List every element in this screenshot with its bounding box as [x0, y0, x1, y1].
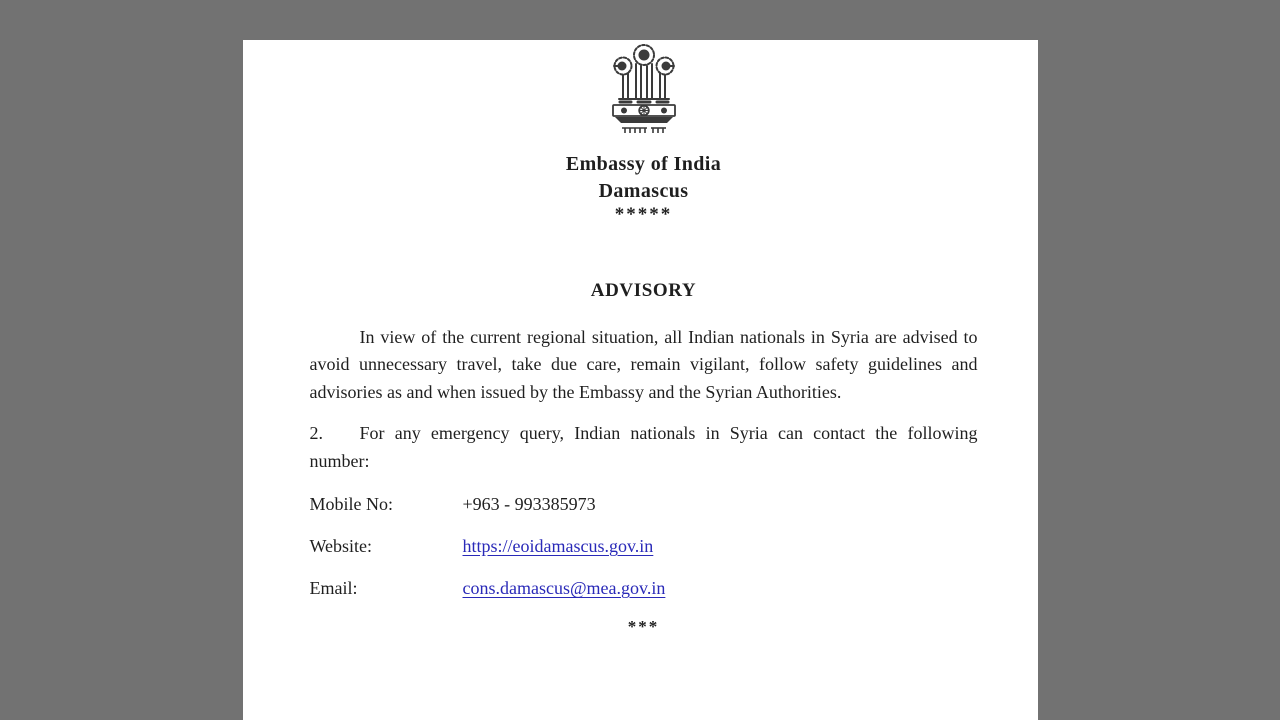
- mobile-number: +963 - 993385973: [462, 494, 596, 515]
- mobile-label: Mobile No:: [309, 494, 393, 515]
- advisory-title: ADVISORY: [590, 280, 697, 301]
- advisory-paragraph-1: In view of the current regional situation, all Indian nationals in Syria are advised to avoid unnecessary travel, take due care, remain vigilant, follow safety guidelines and advisories as and when issued by the Embassy and the Syrian Authorities.: [309, 327, 978, 402]
- end-marker: ***: [627, 617, 660, 637]
- org-city: Damascus: [598, 180, 689, 202]
- paragraph-number: 2.: [309, 423, 323, 444]
- header-separator: *****: [614, 204, 673, 225]
- paragraph-2-text: For any emergency query, Indian nationals in Syria can contact the following number:: [309, 423, 978, 471]
- org-name: Embassy of India: [565, 153, 722, 175]
- emblem-of-india-icon: [603, 40, 685, 136]
- advisory-paragraph-2: [310, 420, 978, 475]
- contact-row-email: [310, 575, 978, 601]
- email-label: Email:: [309, 578, 358, 599]
- viewer-background: [0, 40, 1280, 720]
- document-page: [243, 40, 1038, 720]
- website-label: Website:: [309, 536, 373, 557]
- contact-row-mobile: [310, 491, 978, 517]
- website-link[interactable]: https://eoidamascus.gov.in: [462, 536, 654, 557]
- contact-row-website: [310, 533, 978, 559]
- email-link[interactable]: cons.damascus@mea.gov.in: [462, 578, 666, 599]
